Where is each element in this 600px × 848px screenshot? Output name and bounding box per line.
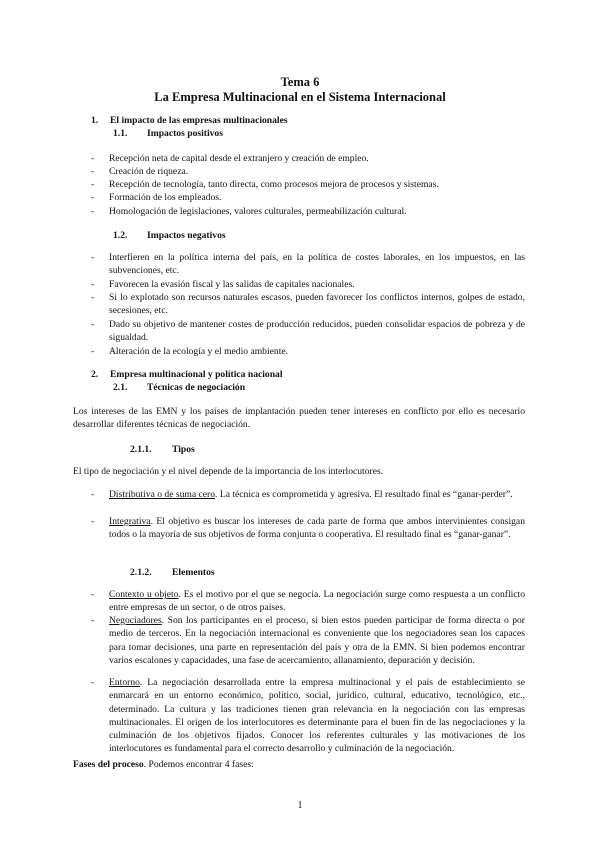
list-item: - Alteración de la ecología y el medio ambiente. bbox=[91, 346, 289, 357]
subsection-2-1-2-heading bbox=[130, 567, 215, 578]
term-label: Integrativa bbox=[109, 516, 151, 527]
list-item: - Creación de riqueza. bbox=[91, 166, 189, 177]
subsection-title: Tipos bbox=[172, 444, 195, 455]
list-item: - Negociadores. Son los participantes en el proceso, si bien estos pueden participar de forma directa o por medio de terceros. En la negociación internacional es conveniente que los negociadores sean los capaces para tomar decisiones, una parte en representación del país y otra de la EMN. Si bien podemos encontrar varios escalones y capacidades, una fase de acercamiento, allanamiento, depuración y decisión. bbox=[91, 615, 525, 666]
list-item: - Contexto u objeto. Es el motivo por el que se negocia. La negociación surge como respuesta a un conflicto entre empresas de un sector, o de otros países. bbox=[91, 589, 526, 614]
section-title: Empresa multinacional y política nacional bbox=[110, 369, 283, 380]
subsection-number: 1.1. bbox=[113, 128, 128, 139]
subsection-title: Impactos negativos bbox=[147, 230, 226, 241]
subsection-title: Impactos positivos bbox=[147, 128, 223, 139]
term-label: Negociadores bbox=[109, 615, 162, 626]
list-item: - Recepción neta de capital desde el extranjero y creación de empleo. bbox=[91, 153, 369, 164]
section-number: 1. bbox=[91, 115, 99, 126]
list-item: - Distributiva o de suma cero. La técnica es comprometida y agresiva. El resultado final es “ganar-perder”. bbox=[91, 489, 513, 500]
subsection-number: 2.1. bbox=[113, 382, 128, 393]
fases-paragraph: Fases del proceso. Podemos encontrar 4 fases: bbox=[73, 759, 254, 770]
subsection-2-1-heading bbox=[113, 382, 245, 393]
term-label: Distributiva o de suma cero bbox=[109, 489, 216, 500]
subsection-number: 2.1.1. bbox=[130, 444, 152, 455]
list-item: - Formación de los empleados. bbox=[91, 192, 222, 203]
subsection-2-1-1-heading bbox=[130, 444, 195, 455]
paragraph: El tipo de negociación y el nivel depende de la importancia de los interlocutores. bbox=[73, 466, 384, 477]
page-number: 1 bbox=[297, 800, 303, 811]
list-item: - Dado su objetivo de mantener costes de producción reducidos, pueden consolidar espacios de pobreza y de sigualdad. bbox=[91, 319, 525, 344]
list-item: - Entorno. La negociación desarrollada entre la empresa multinacional y el país de establecimiento se enmarcará en un entorno económico, político, social, jurídico, cultural, educativo, tecnológico, etc., determinado. La cultura y las tradiciones tienen gran relevancia en la negociación con las empresas multinacionales. El origen de los interlocutores es determinante para el buen fin de las negociaciones y la culminación de los objetivos fijados. Conocer los referentes culturales y las motivaciones de los interlocutores es fundamental para el correcto desarrollo y culminación de la negociación. bbox=[91, 677, 525, 755]
section-number: 2. bbox=[91, 369, 99, 380]
subsection-number: 1.2. bbox=[113, 230, 128, 241]
document-title: La Empresa Multinacional en el Sistema Internacional bbox=[154, 90, 446, 104]
term-label: Contexto u objeto bbox=[109, 589, 179, 600]
list-item: - Homologación de legislaciones, valores culturales, permeabilización cultural. bbox=[91, 206, 407, 217]
subsection-1-1-heading bbox=[113, 128, 223, 139]
section-title: El impacto de las empresas multinacionales bbox=[110, 115, 288, 126]
list-item: - Favorecen la evasión fiscal y las salidas de capitales nacionales. bbox=[91, 279, 355, 290]
fases-bold-label: Fases del proceso bbox=[73, 759, 144, 770]
subsection-1-2-heading bbox=[113, 230, 226, 241]
term-label: Entorno bbox=[109, 677, 140, 688]
subsection-number: 2.1.2. bbox=[130, 567, 152, 578]
list-item: - Integrativa. El objetivo es buscar los intereses de cada parte de forma que ambos intervinientes consigan todos o la mayoría de sus objetivos de forma conjunta o cooperativa. El resultado final es “ganar-ganar”. bbox=[91, 516, 525, 541]
list-item: - Interfieren en la política interna del país, en la política de costes laborales, en los impuestos, en las subvenciones, etc. bbox=[91, 252, 525, 277]
list-item: - Recepción de tecnología, tanto directa, como procesos mejora de procesos y sistemas. bbox=[91, 179, 439, 190]
paragraph: Los intereses de las EMN y los países de implantación pueden tener intereses en conflicto por ello es necesario desarrollar diferentes técnicas de negociación. bbox=[73, 406, 525, 431]
list-item: - Si lo explotado son recursos naturales escasos, pueden favorecer los conflictos internos, golpes de estado, secesiones, etc. bbox=[91, 292, 525, 317]
subsection-title: Técnicas de negociación bbox=[147, 382, 246, 393]
subsection-title: Elementos bbox=[172, 567, 215, 578]
document-tema: Tema 6 bbox=[280, 75, 320, 89]
